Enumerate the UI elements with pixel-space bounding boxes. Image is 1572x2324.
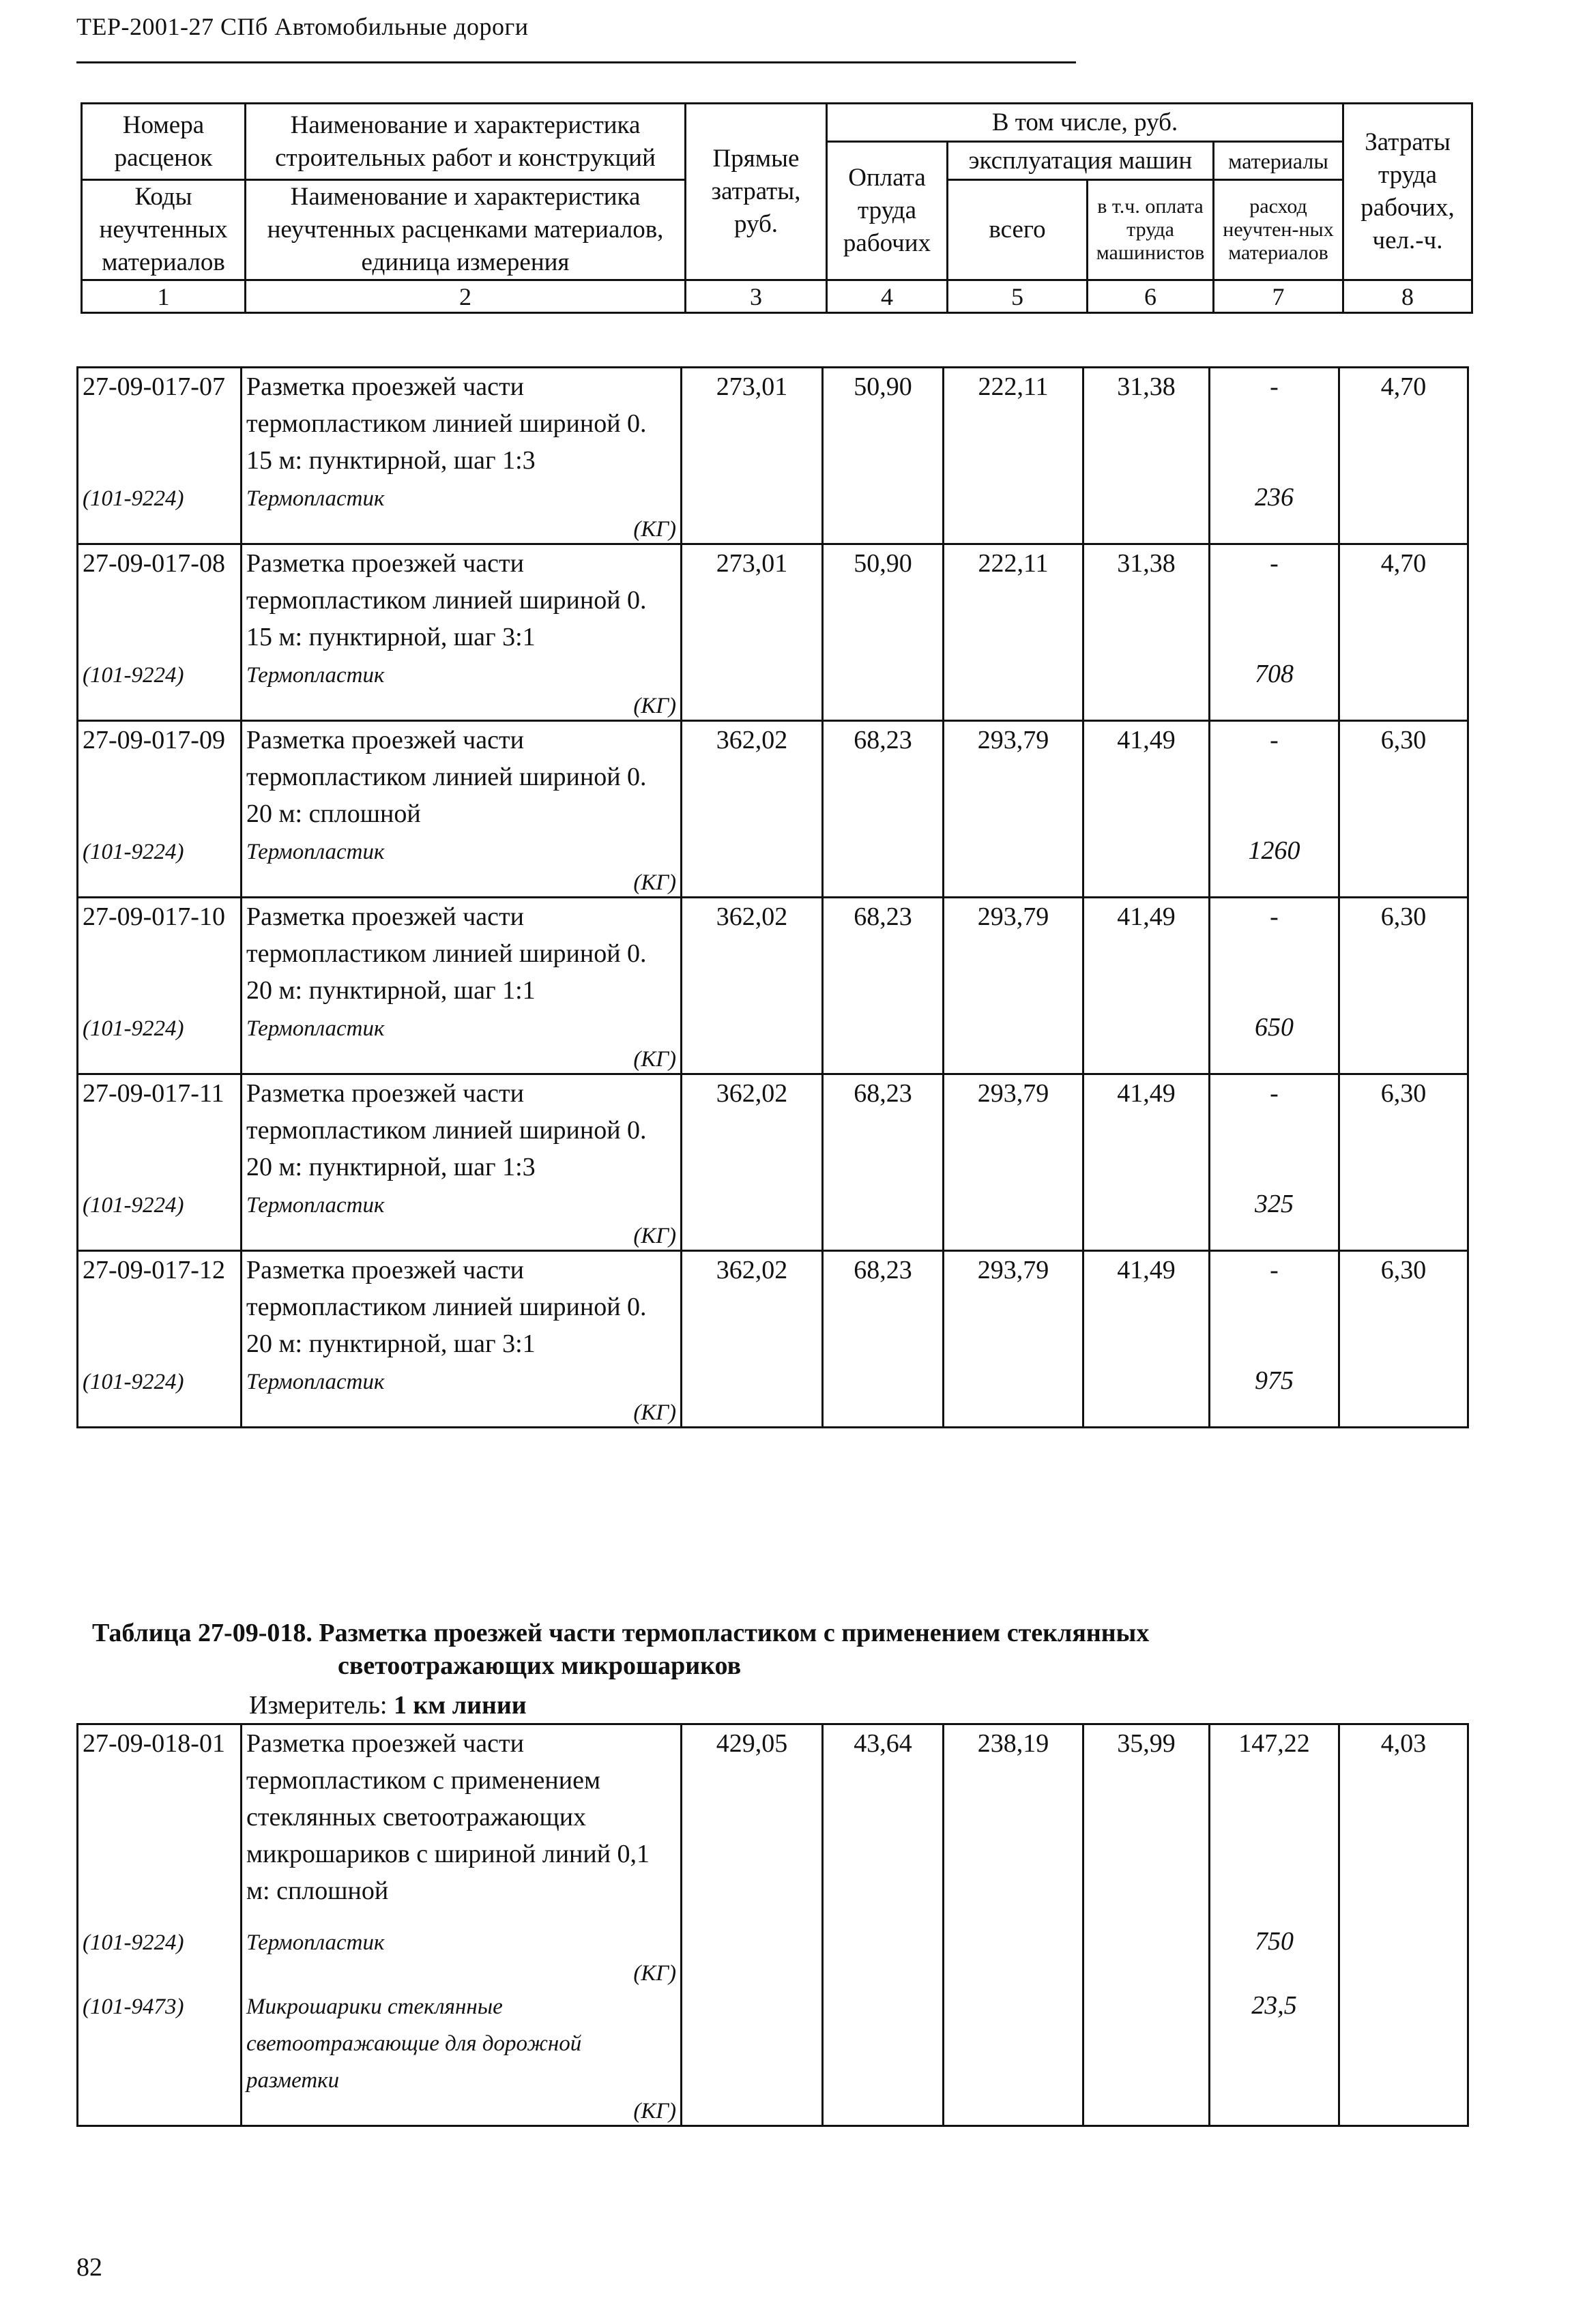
header-rate-numbers: Номера расценок xyxy=(82,104,246,180)
header-labor-pay: Оплата труда рабочих xyxy=(827,142,948,280)
machines-total: 222,11 xyxy=(944,544,1083,656)
measure-label: Измеритель: xyxy=(249,1691,388,1720)
rates-table-017 xyxy=(76,366,1469,1428)
header-group: В том числе, руб. xyxy=(827,104,1343,142)
material-qty: 236 xyxy=(1210,479,1339,544)
header-materials: материалы xyxy=(1214,142,1343,180)
labor-hours: 6,30 xyxy=(1339,898,1468,1010)
table-row xyxy=(78,1074,1468,1186)
material-qty: 975 xyxy=(1210,1362,1339,1428)
header-direct-costs: Прямые затраты, руб. xyxy=(686,104,827,280)
machines-total: 293,79 xyxy=(944,1251,1083,1363)
material-row xyxy=(78,1009,1468,1074)
material-row xyxy=(78,1362,1468,1428)
machines-total: 222,11 xyxy=(944,368,1083,480)
header-work-name: Наименование и характеристика строительных работ и конструкций xyxy=(246,104,686,180)
work-name: Разметка проезжей части термопластиком линией шириной 0. 15 м: пунктирной, шаг 1:3 xyxy=(242,368,682,480)
operators-pay: 41,49 xyxy=(1083,898,1210,1010)
labor-pay: 43,64 xyxy=(823,1724,944,1924)
measure xyxy=(249,1690,527,1720)
table-caption-line-2: светоотражающих микрошариков xyxy=(338,1651,742,1680)
header-labor-hours: Затраты труда рабочих, чел.-ч. xyxy=(1343,104,1472,280)
header-machines: эксплуатация машин xyxy=(948,142,1214,180)
materials-cost: - xyxy=(1210,368,1339,480)
rate-code: 27-09-017-10 xyxy=(78,898,242,1010)
material-code: (101-9224) xyxy=(78,1362,242,1428)
material-row xyxy=(78,656,1468,721)
direct-costs: 273,01 xyxy=(682,544,823,656)
materials-cost: - xyxy=(1210,1074,1339,1186)
header-number-2: 2 xyxy=(246,280,686,313)
material-code: (101-9224) xyxy=(78,479,242,544)
header-number-4: 4 xyxy=(827,280,948,313)
machines-total: 293,79 xyxy=(944,1074,1083,1186)
material-name: Термопластик (КГ) xyxy=(242,832,682,898)
labor-hours: 4,70 xyxy=(1339,368,1468,480)
material-qty: 23,5 xyxy=(1210,1987,1339,2126)
material-name: Микрошарики стеклянные светоотражающие для дорожной разметки (КГ) xyxy=(242,1987,682,2126)
material-name: Термопластик (КГ) xyxy=(242,656,682,721)
header-operators-pay: в т.ч. оплата труда машинистов xyxy=(1088,180,1214,280)
header-number-8: 8 xyxy=(1343,280,1472,313)
operators-pay: 35,99 xyxy=(1083,1724,1210,1924)
material-qty: 708 xyxy=(1210,656,1339,721)
work-name: Разметка проезжей части термопластиком линией шириной 0. 20 м: пунктирной, шаг 1:1 xyxy=(242,898,682,1010)
material-name: Термопластик (КГ) xyxy=(242,479,682,544)
table-row xyxy=(78,898,1468,1010)
table-row xyxy=(78,544,1468,656)
labor-hours: 6,30 xyxy=(1339,1074,1468,1186)
operators-pay: 41,49 xyxy=(1083,1251,1210,1363)
direct-costs: 273,01 xyxy=(682,368,823,480)
table-caption xyxy=(92,1617,1149,1682)
header-unaccounted-materials: расход неучтен-ных материалов xyxy=(1214,180,1343,280)
materials-cost: - xyxy=(1210,898,1339,1010)
measure-value: 1 км линии xyxy=(394,1691,527,1720)
material-qty: 325 xyxy=(1210,1186,1339,1251)
direct-costs: 362,02 xyxy=(682,1074,823,1186)
rate-code: 27-09-017-12 xyxy=(78,1251,242,1363)
material-qty: 650 xyxy=(1210,1009,1339,1074)
table-row xyxy=(78,1251,1468,1363)
material-code: (101-9224) xyxy=(78,1009,242,1074)
header-number-7: 7 xyxy=(1214,280,1343,313)
labor-pay: 68,23 xyxy=(823,721,944,833)
operators-pay: 41,49 xyxy=(1083,721,1210,833)
operators-pay: 31,38 xyxy=(1083,544,1210,656)
materials-cost: 147,22 xyxy=(1210,1724,1339,1924)
material-qty: 750 xyxy=(1210,1923,1339,1987)
direct-costs: 362,02 xyxy=(682,721,823,833)
material-row xyxy=(78,479,1468,544)
work-name: Разметка проезжей части термопластиком линией шириной 0. 20 м: сплошной xyxy=(242,721,682,833)
labor-pay: 68,23 xyxy=(823,898,944,1010)
work-name: Разметка проезжей части термопластиком линией шириной 0. 20 м: пунктирной, шаг 1:3 xyxy=(242,1074,682,1186)
material-name: Термопластик (КГ) xyxy=(242,1923,682,1987)
table-row xyxy=(78,721,1468,833)
header-table xyxy=(81,102,1473,314)
rate-code: 27-09-018-01 xyxy=(78,1724,242,1924)
direct-costs: 362,02 xyxy=(682,898,823,1010)
header-number-6: 6 xyxy=(1088,280,1214,313)
rate-code: 27-09-017-09 xyxy=(78,721,242,833)
material-row xyxy=(78,832,1468,898)
labor-pay: 68,23 xyxy=(823,1251,944,1363)
material-name: Термопластик (КГ) xyxy=(242,1186,682,1251)
machines-total: 238,19 xyxy=(944,1724,1083,1924)
labor-hours: 6,30 xyxy=(1339,721,1468,833)
materials-cost: - xyxy=(1210,544,1339,656)
materials-cost: - xyxy=(1210,1251,1339,1363)
material-code: (101-9224) xyxy=(78,656,242,721)
header-machines-total: всего xyxy=(948,180,1088,280)
running-title: ТЕР-2001-27 СПб Автомобильные дороги xyxy=(76,13,529,40)
machines-total: 293,79 xyxy=(944,721,1083,833)
labor-pay: 50,90 xyxy=(823,368,944,480)
material-name: Термопластик (КГ) xyxy=(242,1009,682,1074)
header-number-5: 5 xyxy=(948,280,1088,313)
labor-hours: 6,30 xyxy=(1339,1251,1468,1363)
material-qty: 1260 xyxy=(1210,832,1339,898)
materials-cost: - xyxy=(1210,721,1339,833)
labor-hours: 4,03 xyxy=(1339,1724,1468,1924)
header-number-3: 3 xyxy=(686,280,827,313)
table-row xyxy=(78,368,1468,480)
header-material-codes: Коды неучтенных материалов xyxy=(82,180,246,280)
material-code: (101-9473) xyxy=(78,1987,242,2126)
labor-pay: 68,23 xyxy=(823,1074,944,1186)
labor-pay: 50,90 xyxy=(823,544,944,656)
material-name: Термопластик (КГ) xyxy=(242,1362,682,1428)
material-row xyxy=(78,1186,1468,1251)
operators-pay: 31,38 xyxy=(1083,368,1210,480)
rates-table-018 xyxy=(76,1723,1469,2127)
work-name: Разметка проезжей части термопластиком с применением стеклянных светоотражающих микрошариков с шириной линий 0,1 м: сплошной xyxy=(242,1724,682,1924)
machines-total: 293,79 xyxy=(944,898,1083,1010)
title-rule xyxy=(76,61,1076,63)
header-number-1: 1 xyxy=(82,280,246,313)
operators-pay: 41,49 xyxy=(1083,1074,1210,1186)
table-caption-line-1: Таблица 27-09-018. Разметка проезжей части термопластиком с применением стеклянных xyxy=(92,1619,1150,1647)
rate-code: 27-09-017-11 xyxy=(78,1074,242,1186)
material-code: (101-9224) xyxy=(78,1186,242,1251)
direct-costs: 429,05 xyxy=(682,1724,823,1924)
labor-hours: 4,70 xyxy=(1339,544,1468,656)
rate-code: 27-09-017-07 xyxy=(78,368,242,480)
work-name: Разметка проезжей части термопластиком линией шириной 0. 20 м: пунктирной, шаг 3:1 xyxy=(242,1251,682,1363)
material-code: (101-9224) xyxy=(78,832,242,898)
work-name: Разметка проезжей части термопластиком линией шириной 0. 15 м: пунктирной, шаг 3:1 xyxy=(242,544,682,656)
material-code: (101-9224) xyxy=(78,1923,242,1987)
rate-code: 27-09-017-08 xyxy=(78,544,242,656)
header-material-names: Наименование и характеристика неучтенных расценками материалов, единица измерения xyxy=(246,180,686,280)
page-number: 82 xyxy=(76,2253,102,2282)
direct-costs: 362,02 xyxy=(682,1251,823,1363)
